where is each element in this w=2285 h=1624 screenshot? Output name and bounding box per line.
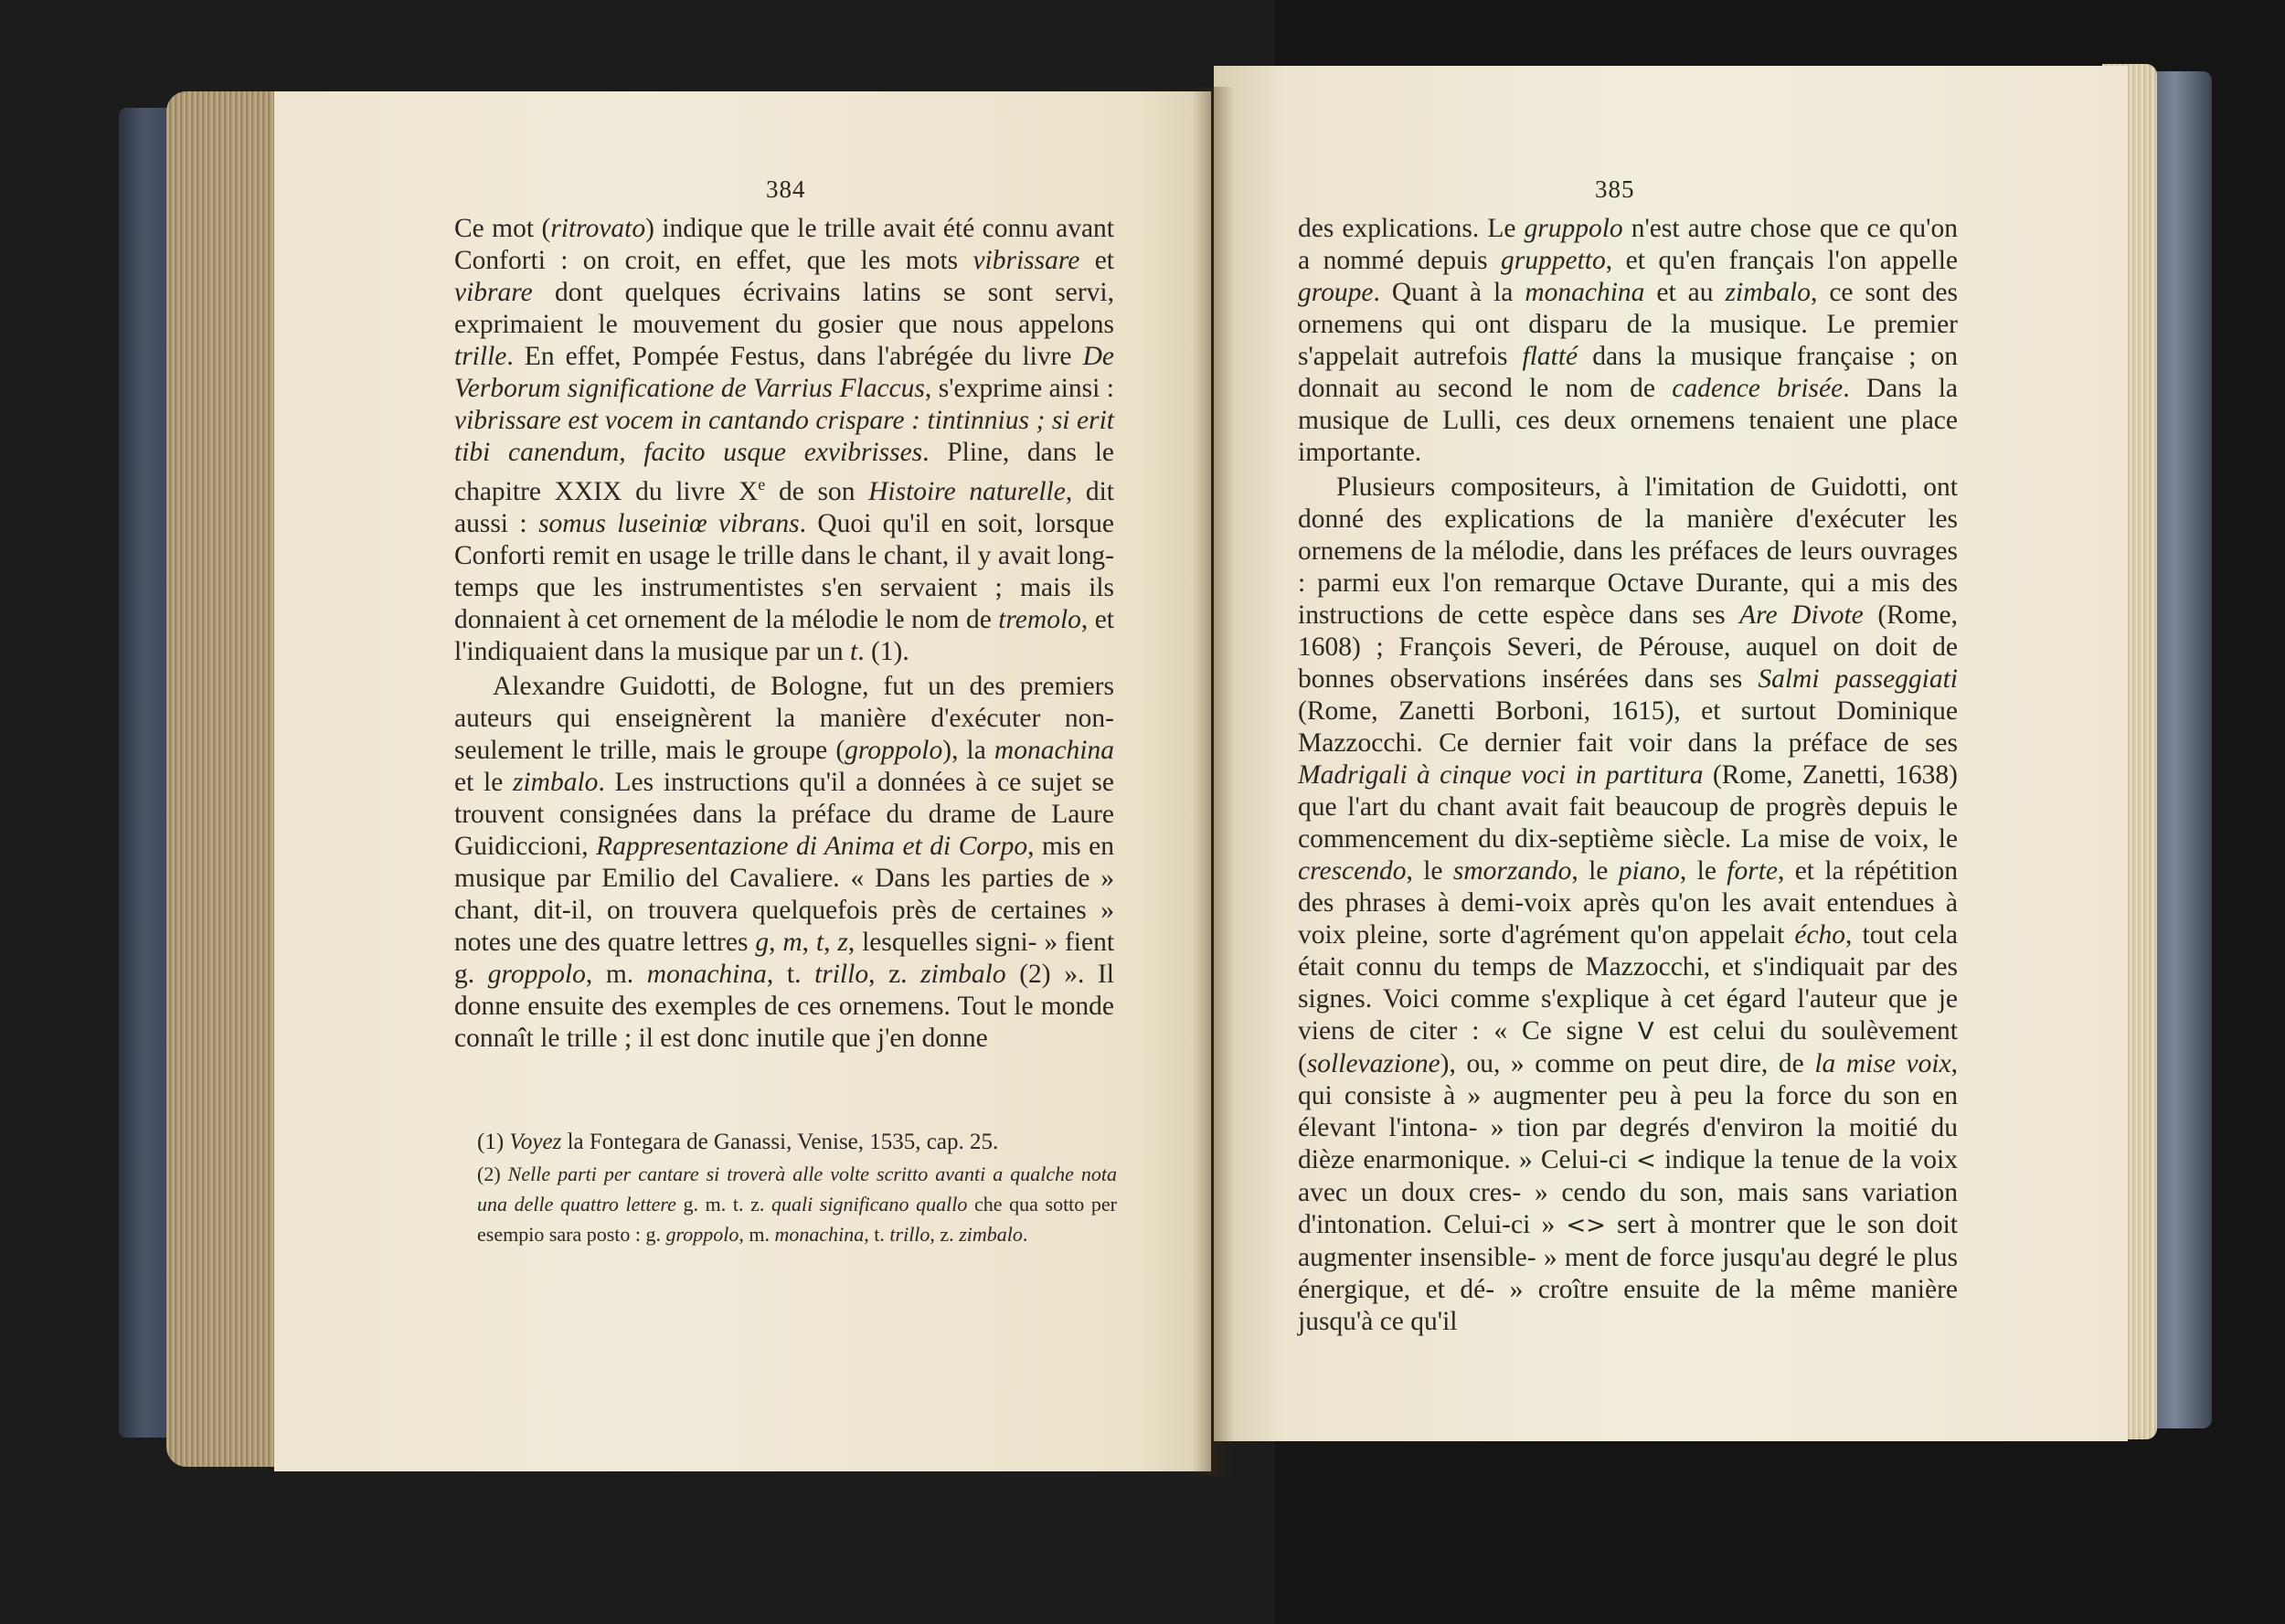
paragraph-compositeurs: Plusieurs compositeurs, à l'imitation de Guidotti, ont donné des explications de la manière d'exécuter les ornemens de la mélodie, dans les préfaces de leurs ouvrages : parmi eux l'on remarque Octave Durante, qui a mis des instructions de cette espèce dans ses Are Divote (Rome, 1608) ; François Severi, de Pérouse, auquel on doit de bonnes observations insérées dans ses Salmi passeggiati (Rome, Zanetti Borboni, 1615), et surtout Dominique Mazzocchi. Ce dernier fait voir dans la préface de ses Madrigali à cinque voci in partitura (Rome, Zanetti, 1638) que l'art du chant avait fait beaucoup de progrès depuis le commencement du dix-septième siècle. La mise de voix, le crescendo, le smorzando, le piano, le forte, et la répétition des phrases à demi-voix après qu'on les avait entendues à voix pleine, sorte d'agrément qu'on appelait écho, tout cela était connu du temps de Mazzocchi, et s'indiquait par des signes. Voici comme s'explique à cet égard l'auteur que je viens de citer : « Ce signe V est celui du soulèvement (sollevazione), ou, » comme on peut dire, de la mise voix, qui consiste à » augmenter peu à peu la force du son en élevant l'intona- » tion par degrés d'environ la moitié du dièze enarmonique. » Celui-ci < indique la tenue de la voix avec un doux cres- » cendo du son, mais sans variation d'intonation. Celui-ci » <> sert à montrer que le son doit augmenter insensible- » ment de force jusqu'au degré le plus énergique, et dé- » croître ensuite de la même manière jusqu'à ce qu'il xyxy=(1298,472,1959,1336)
left-page-footnotes xyxy=(477,1127,1117,1249)
paragraph-gruppolo: des explications. Le gruppolo n'est autre chose que ce qu'on a nommé depuis gruppetto, et qu'en français l'on appelle groupe. Quant à la monachina et au zimbalo, ce sont des ornemens qui ont disparu de la musique. Le premier s'appelait autrefois flatté dans la musique française ; on donnait au second le nom de cadence brisée. Dans la musique de Lulli, ces deux ornemens tenaient une place importante. xyxy=(1298,214,1959,467)
book-gutter xyxy=(1193,87,1234,1476)
left-page-text xyxy=(454,213,1114,1055)
right-page-text xyxy=(1298,213,1958,1338)
page-edges-left xyxy=(166,91,285,1467)
page-number-right: 385 xyxy=(1595,175,1635,203)
paragraph-guidotti: Alexandre Guidotti, de Bologne, fut un des premiers auteurs qui enseignèrent la manière d'exécuter non-seulement le trille, mais le groupe (groppolo), la monachina et le zimbalo. Les instructions qu'il a données à ce sujet se trouvent consignées dans la préface du drame de Laure Guidiccioni, Rappresentazione di Anima et di Corpo, mis en musique par Emilio del Cavaliere. « Dans les parties de » chant, dit-il, on trouvera quelquefois près de certaines » notes une des quatre lettres g, m, t, z, lesquelles signi- » fient g. groppolo, m. monachina, t. trillo, z. zimbalo (2) ». Il donne ensuite des exemples de ces ornemens. Tout le monde connaît le trille ; il est donc inutile que j'en donne xyxy=(454,671,1115,1053)
page-number-left: 384 xyxy=(766,175,806,203)
footnote-1: (1) Voyez la Fontegara de Ganassi, Venise, 1535, cap. 25. xyxy=(477,1130,999,1154)
footnote-2: (2) Nelle parti per cantare si troverà alle volte scritto avanti a qualche nota una delle quattro lettere g. m. t. z. quali significano quallo che qua sotto per esempio sara posto : g. groppolo, m. monachina, t. trillo, z. zimbalo. xyxy=(477,1162,1118,1246)
paragraph-trille: Ce mot (ritrovato) indique que le trille avait été connu avant Conforti : on croit, en effet, que les mots vibrissare et vibrare dont quelques écrivains latins se sont servi, exprimaient le mouvement du gosier que nous appelons trille. En effet, Pompée Festus, dans l'abrégée du livre De Verborum significatione de Varrius Flaccus, s'exprime ainsi : vibrissare est vocem in cantando crispare : tintinnius ; si erit tibi canendum, facito usque exvibrisses. Pline, dans le chapitre XXIX du livre Xe de son Histoire naturelle, dit aussi : somus luseiniœ vibrans. Quoi qu'il en soit, lorsque Conforti remit en usage le trille dans le chant, il y avait long-temps que les instrumentistes s'en servaient ; mais ils donnaient à cet ornement de la mélodie le nom de tremolo, et l'indiquaient dans la musique par un t. (1). xyxy=(454,214,1114,666)
